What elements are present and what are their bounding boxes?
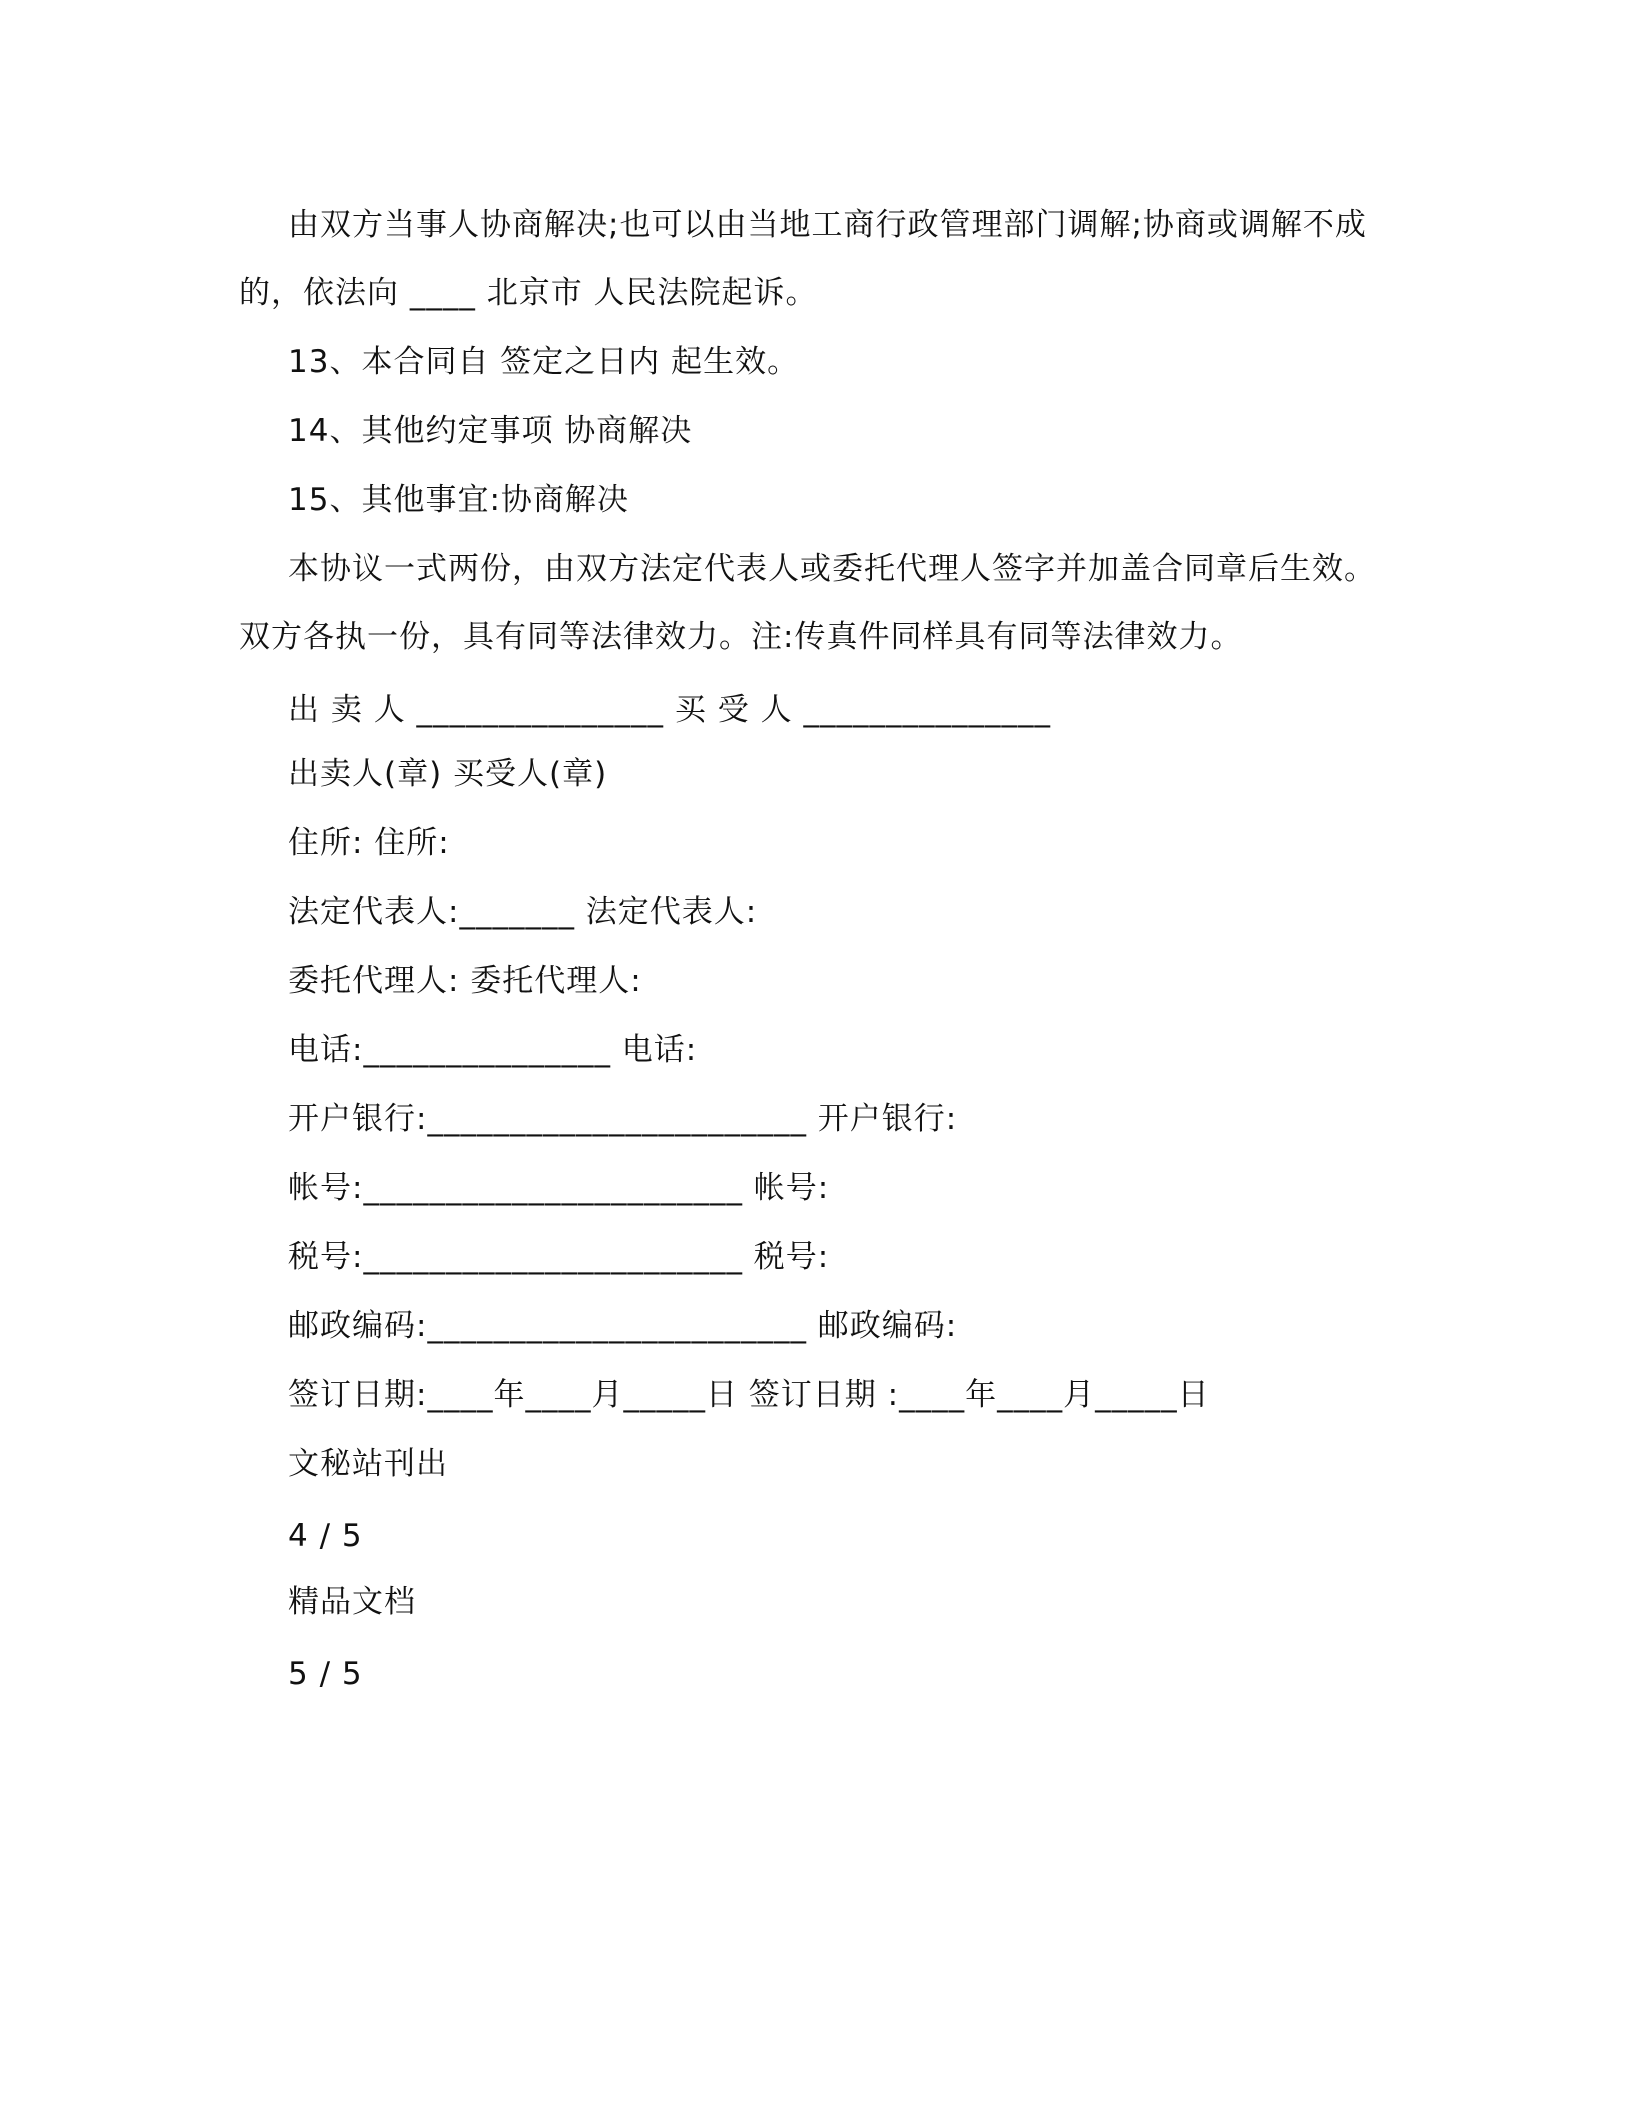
tax-number-line: 税号:_______________________ 税号:	[288, 1239, 830, 1275]
page-number-5: 5 / 5	[288, 1656, 363, 1692]
clause-15: 15、其他事宜:协商解决	[288, 482, 629, 518]
signing-date-line: 签订日期:____年____月_____日 签订日期 :____年____月_____日	[288, 1377, 1210, 1413]
clause-14: 14、其他约定事项 协商解决	[288, 413, 693, 449]
seller-buyer-line: 出 卖 人 _______________ 买 受 人 _______________	[288, 692, 1051, 728]
publisher-note: 文秘站刊出	[288, 1446, 448, 1482]
bank-line: 开户银行:_______________________ 开户银行:	[288, 1101, 958, 1137]
agreement-copies-line2: 双方各执一份，具有同等法律效力。注:传真件同样具有同等法律效力。	[239, 619, 1243, 655]
clause-13: 13、本合同自 签定之日内 起生效。	[288, 344, 800, 380]
paragraph-dispute-resolution-line1: 由双方当事人协商解决;也可以由当地工商行政管理部门调解;协商或调解不成	[288, 207, 1367, 243]
agreement-copies-line1: 本协议一式两份，由双方法定代表人或委托代理人签字并加盖合同章后生效。	[288, 551, 1376, 587]
account-number-line: 帐号:_______________________ 帐号:	[288, 1170, 830, 1206]
postal-code-line: 邮政编码:_______________________ 邮政编码:	[288, 1308, 958, 1344]
legal-representative-line: 法定代表人:_______ 法定代表人:	[288, 894, 758, 930]
footer-label: 精品文档	[288, 1584, 416, 1620]
authorized-agent-line: 委托代理人: 委托代理人:	[288, 963, 642, 999]
seal-line: 出卖人(章) 买受人(章)	[288, 756, 608, 792]
phone-line: 电话:_______________ 电话:	[288, 1032, 698, 1068]
page-number-4: 4 / 5	[288, 1518, 363, 1554]
paragraph-dispute-resolution-line2: 的，依法向 ____ 北京市 人民法院起诉。	[239, 275, 818, 311]
address-line: 住所: 住所:	[288, 825, 450, 861]
